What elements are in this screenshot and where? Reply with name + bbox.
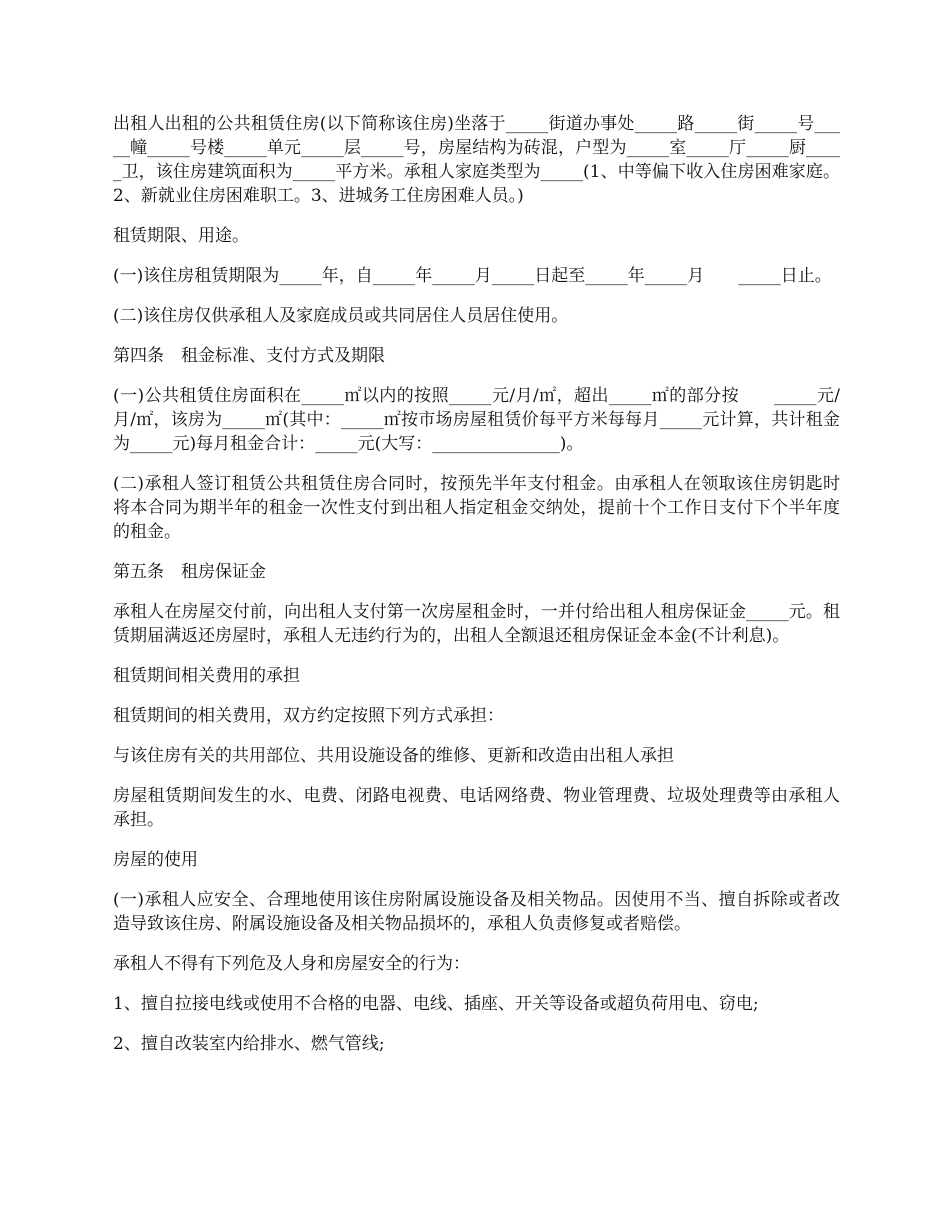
property-location-paragraph: 出租人出租的公共租赁住房(以下简称该住房)坐落于_____街道办事处_____路_____街_____号_____幢_____号楼_____单元_____层_____号，房屋结构为砖混，户型为_____室_____厅_____厨_____卫，该住房建筑面积为_____平方米。承租人家庭类型为_____(1、中等偏下收入住房困难家庭。2、新就业住房困难职工。3、进城务工住房困难人员。) — [113, 114, 840, 206]
document-page — [113, 112, 840, 1072]
tenant-utilities-clause: 房屋租赁期间发生的水、电费、闭路电视费、电话网络费、物业管理费、垃圾处理费等由承租人承担。 — [113, 786, 840, 830]
fees-heading: 租赁期间相关费用的承担 — [113, 666, 300, 686]
rent-payment-clause: (二)承租人签订租赁公共租赁住房合同时，按预先半年支付租金。由承租人在领取该住房钥匙时将本合同为期半年的租金一次性支付到出租人指定租金交纳处，提前十个工作日支付下个半年度的租金。 — [113, 474, 840, 542]
article-5-heading: 第五条 租房保证金 — [113, 562, 266, 582]
lease-period-clause: (一)该住房租赁期限为_____年，自_____年_____月_____日起至_____年_____月 _____日止。 — [113, 266, 832, 286]
prohibited-acts-intro: 承租人不得有下列危及人身和房屋安全的行为： — [113, 954, 470, 974]
safe-use-clause: (一)承租人应安全、合理地使用该住房附属设施设备及相关物品。因使用不当、擅自拆除或者改造导致该住房、附属设施设备及相关物品损坏的，承租人负责修复或者赔偿。 — [113, 890, 840, 934]
prohibited-act-2: 2、擅自改装室内给排水、燃气管线; — [113, 1034, 385, 1054]
prohibited-act-1: 1、擅自拉接电线或使用不合格的电器、电线、插座、开关等设备或超负荷用电、窃电; — [113, 994, 759, 1014]
lease-term-heading: 租赁期限、用途。 — [113, 226, 249, 246]
usage-clause: (二)该住房仅供承租人及家庭成员或共同居住人员居住使用。 — [113, 306, 569, 326]
house-use-heading: 房屋的使用 — [113, 850, 198, 870]
deposit-clause: 承租人在房屋交付前，向出租人支付第一次房屋租金时，一并付给出租人租房保证金_____元。租赁期届满返还房屋时，承租人无违约行为的，出租人全额退还租房保证金本金(不计利息)。 — [113, 602, 840, 646]
fees-intro: 租赁期间的相关费用，双方约定按照下列方式承担： — [113, 706, 504, 726]
landlord-maintenance-clause: 与该住房有关的共用部位、共用设施设备的维修、更新和改造由出租人承担 — [113, 746, 674, 766]
rent-standard-clause: (一)公共租赁住房面积在_____㎡以内的按照_____元/月/㎡，超出_____㎡的部分按 _____元/月/㎡，该房为_____㎡(其中：_____㎡按市场房屋租赁价每平方米每每月_____元计算，共计租金为_____元)每月租金合计：_____元(大写：_______________)。 — [113, 386, 840, 454]
article-4-heading: 第四条 租金标准、支付方式及期限 — [113, 346, 385, 366]
